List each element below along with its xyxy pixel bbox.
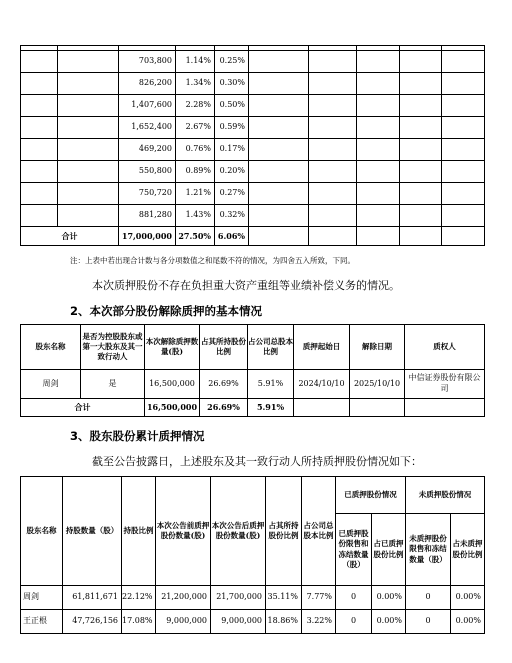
header-release-date: 解除日期 — [350, 325, 405, 370]
cum-after: 9,000,000 — [211, 610, 266, 634]
header-shareholder: 股东名称 — [21, 325, 81, 370]
cum-name: 王正根 — [21, 610, 63, 634]
cum-own-ratio: 18.86% — [266, 610, 302, 634]
cum-pledged-restricted: 0 — [336, 610, 372, 634]
release-total-ratio2: 5.91% — [248, 399, 294, 417]
pledge-amount: 469,200 — [119, 139, 176, 161]
pledge-total-ratio: 0.25% — [215, 51, 249, 73]
pledge-own-ratio: 0.89% — [176, 161, 215, 183]
cum-total-ratio: 3.22% — [302, 610, 336, 634]
pledge-amount: 1,407,600 — [119, 95, 176, 117]
cum-ratio: 17.08% — [122, 610, 156, 634]
cum-after: 21,700,000 — [211, 586, 266, 610]
pledge-own-ratio: 0.76% — [176, 139, 215, 161]
release-total-amount: 16,500,000 — [145, 399, 200, 417]
release-total-ratio: 5.91% — [248, 370, 294, 399]
total-own-ratio: 27.50% — [176, 227, 215, 246]
pledge-detail-row — [21, 117, 485, 139]
pledge-own-ratio: 1.14% — [176, 51, 215, 73]
release-name: 周剑 — [21, 370, 81, 399]
cum-before: 9,000,000 — [156, 610, 211, 634]
pledge-detail-row — [21, 139, 485, 161]
pledge-total-ratio: 0.27% — [215, 183, 249, 205]
release-pledgee: 中信证券股份有限公司 — [405, 370, 485, 399]
table-note: 注：上表中若出现合计数与各分项数值之和尾数不符的情况，为四舍五入所致，下同。 — [70, 256, 355, 265]
cum-held: 61,811,671 — [63, 586, 122, 610]
total-amount: 17,000,000 — [119, 227, 176, 246]
pledge-amount: 703,800 — [119, 51, 176, 73]
pledge-total-ratio: 0.20% — [215, 161, 249, 183]
cum-before: 21,200,000 — [156, 586, 211, 610]
section-3-title: 3、股东股份累计质押情况 — [70, 429, 205, 443]
cum-unpledged-restricted: 0 — [406, 586, 451, 610]
cumulative-pledge-table — [20, 476, 485, 634]
pledge-total-ratio: 0.32% — [215, 205, 249, 227]
cum-row — [21, 586, 485, 610]
pledge-total-ratio: 0.30% — [215, 73, 249, 95]
release-total-label: 合计 — [21, 399, 145, 417]
cum-row — [21, 610, 485, 634]
cum-ratio: 22.12% — [122, 586, 156, 610]
release-start-date: 2024/10/10 — [294, 370, 350, 399]
pledge-amount: 750,720 — [119, 183, 176, 205]
cum-header-unpledged-restricted: 未质押股份限售和冻结数量（股） — [406, 514, 451, 586]
pledge-own-ratio: 1.43% — [176, 205, 215, 227]
cum-header-total-ratio: 占公司总股本比例 — [302, 477, 336, 586]
cum-header-unpledged-ratio: 占未质押股份比例 — [451, 514, 485, 586]
pledge-amount: 881,280 — [119, 205, 176, 227]
cum-header-before: 本次公告前质押股份数量(股) — [156, 477, 211, 586]
header-total-ratio: 占公司总股本比例 — [248, 325, 294, 370]
header-start-date: 质押起始日 — [294, 325, 350, 370]
cum-own-ratio: 35.11% — [266, 586, 302, 610]
pledge-total-row — [21, 227, 485, 246]
release-table — [20, 324, 485, 417]
cum-unpledged-ratio: 0.00% — [451, 610, 485, 634]
pledge-detail-row — [21, 95, 485, 117]
pledge-total-ratio: 0.50% — [215, 95, 249, 117]
release-end-date: 2025/10/10 — [350, 370, 405, 399]
release-own-ratio: 26.69% — [200, 370, 248, 399]
pledge-detail-table — [20, 45, 485, 246]
total-total-ratio: 6.06% — [215, 227, 249, 246]
cum-pledged-ratio: 0.00% — [372, 586, 406, 610]
paragraph-cumulative-intro: 截至公告披露日，上述股东及其一致行动人所持质押股份情况如下： — [92, 455, 422, 468]
pledge-own-ratio: 2.28% — [176, 95, 215, 117]
cum-unpledged-ratio: 0.00% — [451, 586, 485, 610]
cum-header-held: 持股数量（股） — [63, 477, 122, 586]
release-is-controlling: 是 — [81, 370, 145, 399]
pledge-total-ratio: 0.17% — [215, 139, 249, 161]
cum-held: 47,726,156 — [63, 610, 122, 634]
cum-unpledged-restricted: 0 — [406, 610, 451, 634]
total-label: 合计 — [21, 227, 119, 246]
pledge-detail-row — [21, 161, 485, 183]
pledge-total-ratio: 0.59% — [215, 117, 249, 139]
pledge-own-ratio: 1.34% — [176, 73, 215, 95]
cum-pledged-ratio: 0.00% — [372, 610, 406, 634]
cum-pledged-restricted: 0 — [336, 586, 372, 610]
cum-header-name: 股东名称 — [21, 477, 63, 586]
cum-total-ratio: 7.77% — [302, 586, 336, 610]
cum-header-unpledged-group: 未质押股份情况 — [406, 477, 485, 514]
pledge-amount: 550,800 — [119, 161, 176, 183]
pledge-detail-row — [21, 183, 485, 205]
cum-header-ratio: 持股比例 — [122, 477, 156, 586]
header-is-controlling: 是否为控股股东或第一大股东及其一致行动人 — [81, 325, 145, 370]
pledge-own-ratio: 1.21% — [176, 183, 215, 205]
pledge-amount: 826,200 — [119, 73, 176, 95]
release-amount: 16,500,000 — [145, 370, 200, 399]
release-total-ratio1: 26.69% — [200, 399, 248, 417]
pledge-own-ratio: 2.67% — [176, 117, 215, 139]
pledge-detail-row — [21, 205, 485, 227]
cum-header-after: 本次公告后质押股份数量(股) — [211, 477, 266, 586]
cum-header-pledged-restricted: 已质押股份限售和冻结数量（股） — [336, 514, 372, 586]
cum-header-pledged-ratio: 占已质押股份比例 — [372, 514, 406, 586]
paragraph-no-compensation: 本次质押股份不存在负担重大资产重组等业绩补偿义务的情况。 — [92, 279, 400, 292]
pledge-detail-row — [21, 51, 485, 73]
section-2-title: 2、本次部分股份解除质押的基本情况 — [70, 304, 262, 318]
pledge-amount: 1,652,400 — [119, 117, 176, 139]
header-release-amount: 本次解除质押数量(股) — [145, 325, 200, 370]
header-pledgee: 质权人 — [405, 325, 485, 370]
cum-header-pledged-group: 已质押股份情况 — [336, 477, 406, 514]
header-own-ratio: 占其所持股份比例 — [200, 325, 248, 370]
pledge-detail-row — [21, 73, 485, 95]
cum-name: 周剑 — [21, 586, 63, 610]
cum-header-own-ratio: 占其所持股份比例 — [266, 477, 302, 586]
